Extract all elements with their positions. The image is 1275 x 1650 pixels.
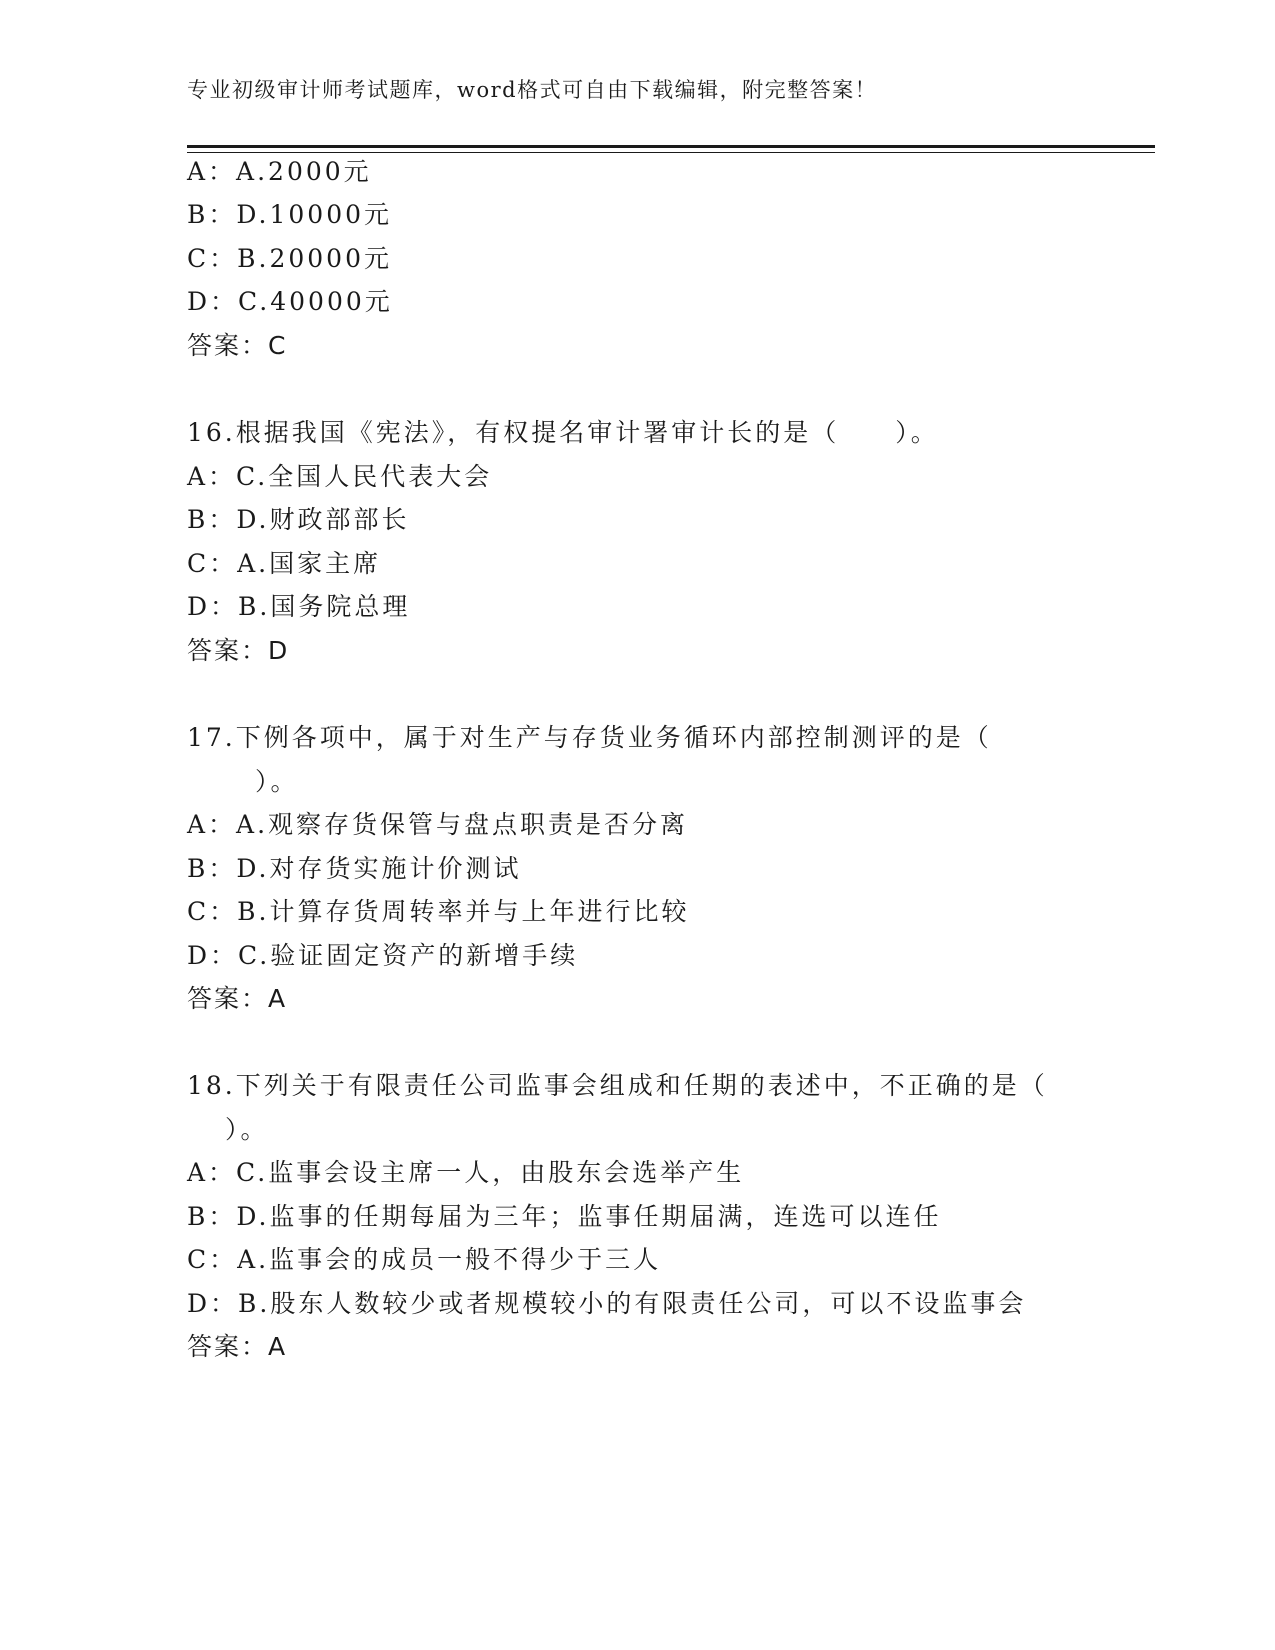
- q18-answer: 答案：A: [187, 1332, 288, 1361]
- q18-option-a: A：C.监事会设主席一人，由股东会选举产生: [187, 1158, 745, 1187]
- q15-option-b: B：D.10000元: [187, 200, 393, 229]
- q17-option-a: A：A.观察存货保管与盘点职责是否分离: [187, 810, 689, 839]
- q16-option-d: D：B.国务院总理: [187, 592, 411, 621]
- q17-stem-continuation: ）。: [255, 767, 299, 796]
- q16-option-b: B：D.财政部部长: [187, 505, 410, 534]
- page-header: 专业初级审计师考试题库，word格式可自由下载编辑，附完整答案！: [187, 78, 878, 102]
- header-rule-thick: [187, 145, 1155, 148]
- q16-option-a: A：C.全国人民代表大会: [187, 462, 493, 491]
- q18-stem: 18.下列关于有限责任公司监事会组成和任期的表述中，不正确的是（: [187, 1071, 1048, 1100]
- q17-option-d: D：C.验证固定资产的新增手续: [187, 941, 579, 970]
- q17-option-c: C：B.计算存货周转率并与上年进行比较: [187, 897, 690, 926]
- q17-option-b: B：D.对存货实施计价测试: [187, 854, 522, 883]
- q18-option-d: D：B.股东人数较少或者规模较小的有限责任公司，可以不设监事会: [187, 1289, 1027, 1318]
- q15-option-c: C：B.20000元: [187, 244, 392, 273]
- q18-option-c: C：A.监事会的成员一般不得少于三人: [187, 1245, 662, 1274]
- q18-stem-continuation: ）。: [225, 1115, 269, 1144]
- q16-option-c: C：A.国家主席: [187, 549, 382, 578]
- q17-stem: 17.下例各项中，属于对生产与存货业务循环内部控制测评的是（: [187, 723, 992, 752]
- q15-answer: 答案：C: [187, 331, 288, 360]
- header-rule-thin: [187, 152, 1155, 153]
- q15-option-d: D：C.40000元: [187, 287, 393, 316]
- q16-answer: 答案：D: [187, 636, 290, 665]
- q18-option-b: B：D.监事的任期每届为三年；监事任期届满，连选可以连任: [187, 1202, 942, 1231]
- q16-stem: 16.根据我国《宪法》，有权提名审计署审计长的是（ ）。: [187, 418, 939, 447]
- q15-option-a: A：A.2000元: [187, 157, 372, 186]
- q17-answer: 答案：A: [187, 984, 288, 1013]
